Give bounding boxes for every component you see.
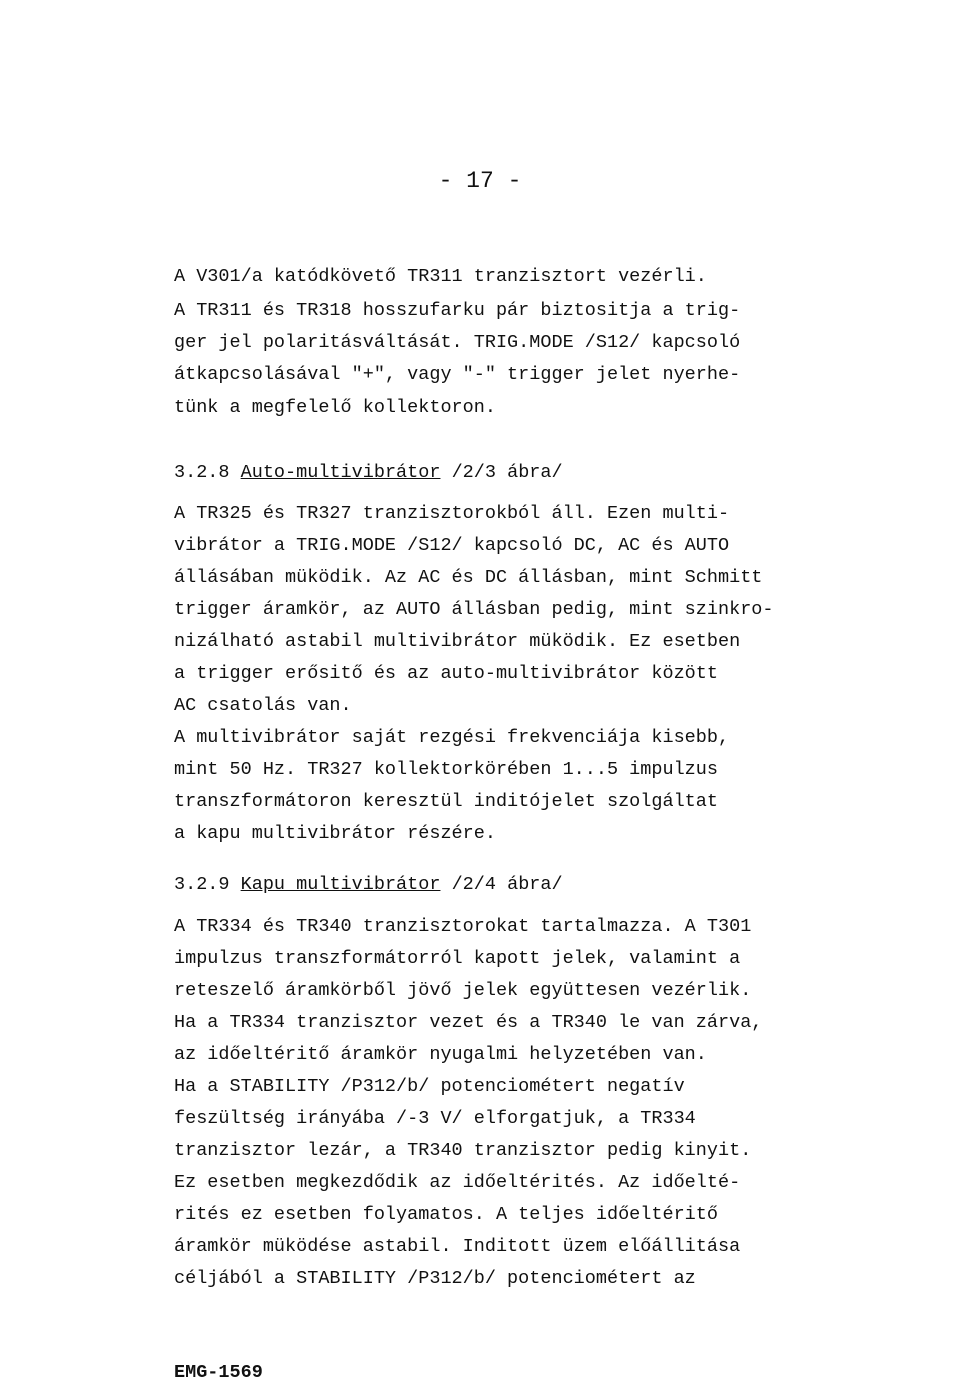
para3-line-6: Ha a STABILITY /P312/b/ potenciométert negatív: [174, 1076, 685, 1097]
para3-line-9: Ez esetben megkezdődik az időeltérités. Az időelté-: [174, 1172, 741, 1193]
para1-line-4: átkapcsolásával "+", vagy "-" trigger jelet nyerhe-: [174, 364, 741, 385]
document-code: EMG-1569: [174, 1362, 263, 1383]
para2-line-2: vibrátor a TRIG.MODE /S12/ kapcsoló DC, AC és AUTO: [174, 535, 730, 556]
para2-line-8: A multivibrátor saját rezgési frekvenciája kisebb,: [174, 727, 730, 748]
para1-line-5: tünk a megfelelő kollektoron.: [174, 397, 496, 418]
section-329-ref: /2/4 ábra/: [451, 874, 563, 895]
para2-line-7: AC csatolás van.: [174, 695, 352, 716]
para2-line-5: nizálható astabil multivibrátor müködik. Ez esetben: [174, 631, 741, 652]
para3-line-7: feszültség irányába /-3 V/ elforgatjuk, a TR334: [174, 1108, 696, 1129]
page-number: - 17 -: [438, 168, 522, 194]
section-328-number: 3.2.8: [174, 462, 230, 483]
para2-line-10: transzformátoron keresztül inditójelet szolgáltat: [174, 791, 718, 812]
para2-line-6: a trigger erősitő és az auto-multivibrátor között: [174, 663, 718, 684]
para2-line-3: állásában müködik. Az AC és DC állásban, mint Schmitt: [174, 567, 763, 588]
para2-line-9: mint 50 Hz. TR327 kollektorkörében 1...5 impulzus: [174, 759, 718, 780]
section-328-title: Auto-multivibrátor: [240, 462, 441, 483]
section-328-heading: [174, 464, 563, 483]
para2-line-11: a kapu multivibrátor részére.: [174, 823, 496, 844]
para3-line-11: áramkör müködése astabil. Inditott üzem előállitása: [174, 1236, 741, 1257]
para3-line-8: tranzisztor lezár, a TR340 tranzisztor pedig kinyit.: [174, 1140, 752, 1161]
section-328-ref: /2/3 ábra/: [451, 462, 563, 483]
para3-line-5: az időeltéritő áramkör nyugalmi helyzetében van.: [174, 1044, 707, 1065]
para3-line-4: Ha a TR334 tranzisztor vezet és a TR340 le van zárva,: [174, 1012, 763, 1033]
para2-line-4: trigger áramkör, az AUTO állásban pedig, mint szinkro-: [174, 599, 774, 620]
para1-line-1: A V301/a katódkövető TR311 tranzisztort vezérli.: [174, 266, 707, 287]
para3-line-1: A TR334 és TR340 tranzisztorokat tartalmazza. A T301: [174, 916, 752, 937]
para3-line-2: impulzus transzformátorról kapott jelek, valamint a: [174, 948, 741, 969]
para3-line-12: céljából a STABILITY /P312/b/ potenciométert az: [174, 1268, 696, 1289]
para1-line-3: ger jel polaritásváltását. TRIG.MODE /S12/ kapcsoló: [174, 332, 741, 353]
section-329-heading: [174, 876, 563, 895]
section-329-title: Kapu multivibrátor: [240, 874, 441, 895]
section-329-number: 3.2.9: [174, 874, 230, 895]
para2-line-1: A TR325 és TR327 tranzisztorokból áll. Ezen multi-: [174, 503, 730, 524]
para1-line-2: A TR311 és TR318 hosszufarku pár biztositja a trig-: [174, 300, 741, 321]
para3-line-10: rités ez esetben folyamatos. A teljes időeltéritő: [174, 1204, 718, 1225]
para3-line-3: reteszelő áramkörből jövő jelek együttesen vezérlik.: [174, 980, 752, 1001]
